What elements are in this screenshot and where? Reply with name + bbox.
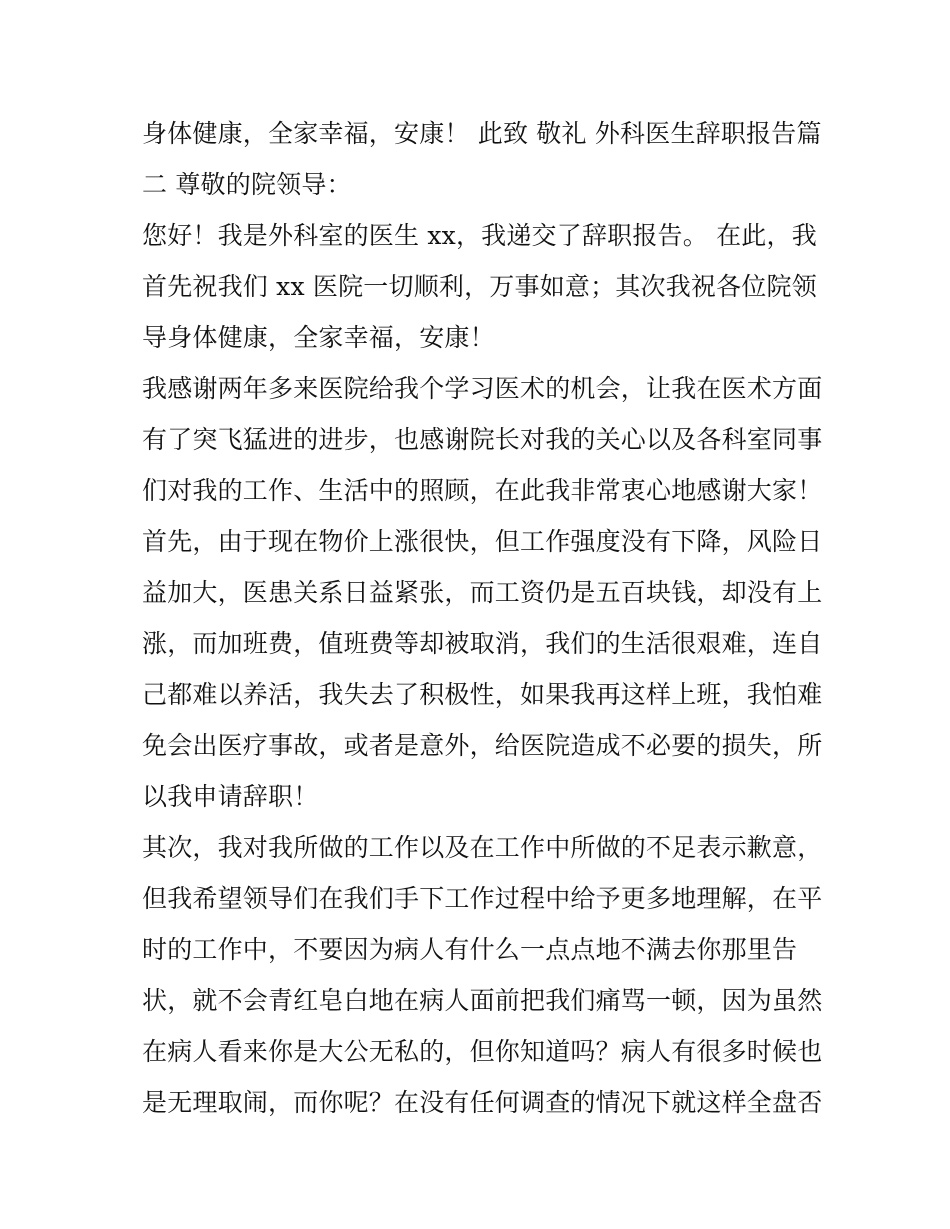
text-line: 涨，而加班费，值班费等却被取消，我们的生活很艰难，连自 xyxy=(142,629,822,658)
text-line: 在病人看来你是大公无私的，但你知道吗？病人有很多时候也 xyxy=(142,1037,822,1066)
text-line: 免会出医疗事故，或者是意外，给医院造成不必要的损失，所 xyxy=(142,731,822,760)
text-line: 状，就不会青红皂白地在病人面前把我们痛骂一顿，因为虽然 xyxy=(142,986,822,1015)
text-line: 己都难以养活，我失去了积极性，如果我再这样上班，我怕难 xyxy=(142,680,822,709)
text-line: 时的工作中，不要因为病人有什么一点点地不满去你那里告 xyxy=(142,935,798,964)
text-line: 您好！我是外科室的医生 xx，我递交了辞职报告。 在此，我 xyxy=(142,221,817,250)
text-line: 身体健康，全家幸福，安康！ 此致 敬礼 外科医生辞职报告篇 xyxy=(142,119,822,148)
text-line: 益加大，医患关系日益紧张，而工资仍是五百块钱，却没有上 xyxy=(142,578,822,607)
text-line: 但我希望领导们在我们手下工作过程中给予更多地理解，在平 xyxy=(142,884,822,913)
document-body xyxy=(142,108,822,1128)
text-line: 二 尊敬的院领导： xyxy=(142,170,352,199)
text-line: 其次，我对我所做的工作以及在工作中所做的不足表示歉意， xyxy=(142,833,822,862)
text-line: 导身体健康，全家幸福，安康！ xyxy=(142,323,495,352)
text-line: 首先，由于现在物价上涨很快，但工作强度没有下降，风险日 xyxy=(142,527,822,556)
text-line: 是无理取闹，而你呢？在没有任何调查的情况下就这样全盘否 xyxy=(142,1088,822,1117)
text-line: 首先祝我们 xx 医院一切顺利，万事如意；其次我祝各位院领 xyxy=(142,272,817,301)
text-line: 我感谢两年多来医院给我个学习医术的机会，让我在医术方面 xyxy=(142,374,822,403)
text-line: 以我申请辞职！ xyxy=(142,782,319,811)
text-line: 有了突飞猛进的进步，也感谢院长对我的关心以及各科室同事 xyxy=(142,425,822,454)
text-line: 们对我的工作、生活中的照顾，在此我非常衷心地感谢大家！ xyxy=(142,476,822,505)
